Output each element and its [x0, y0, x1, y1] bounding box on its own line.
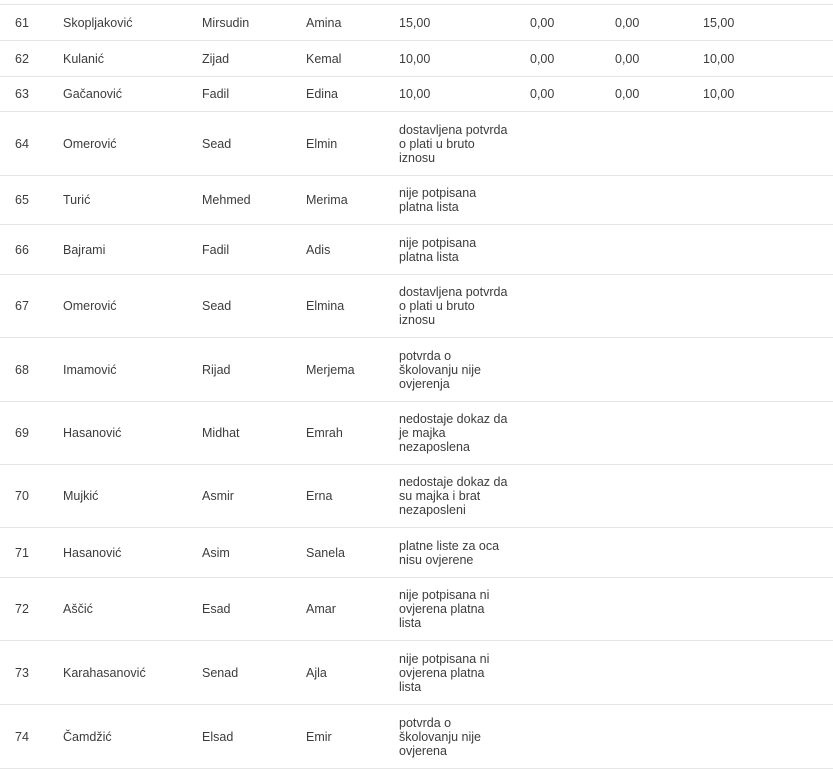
parent-name-cell: Elsad [202, 729, 234, 744]
first-name-cell: Elmin [306, 136, 338, 151]
table-row [0, 578, 833, 641]
parent-name-cell: Esad [202, 602, 231, 616]
surname-cell: Mujkić [63, 489, 99, 503]
parent-name-cell: Zijad [202, 51, 230, 66]
table-row [0, 641, 833, 705]
table-row [0, 528, 833, 578]
remark-cell: nedostaje dokaz da je majka nezaposlena [399, 412, 508, 454]
remark-cell: dostavljena potvrda o plati u bruto iznosu [399, 122, 508, 165]
row-number: 74 [15, 729, 29, 744]
first-name-cell: Amina [306, 15, 342, 30]
surname-cell: Bajrami [63, 242, 106, 257]
parent-name-cell: Mehmed [202, 193, 251, 207]
first-name-cell: Emir [306, 729, 332, 744]
first-name-cell: Adis [306, 242, 331, 257]
remark-cell: nedostaje dokaz da su majka i brat nezaposleni [399, 475, 508, 517]
table-row [0, 465, 833, 528]
first-name-cell: Kemal [306, 51, 342, 66]
parent-name-cell: Mirsudin [202, 15, 250, 30]
table-row [0, 176, 833, 225]
points-cell-2: 0,00 [530, 15, 555, 30]
table-row [0, 112, 833, 176]
row-number: 62 [15, 51, 29, 66]
table-row [0, 705, 833, 769]
parent-name-cell: Sead [202, 136, 232, 151]
first-name-cell: Erna [306, 489, 333, 503]
remark-cell: platne liste za oca nisu ovjerene [399, 538, 500, 567]
row-number: 61 [15, 15, 29, 30]
parent-name-cell: Sead [202, 299, 232, 313]
parent-name-cell: Senad [202, 665, 239, 680]
points-cell-1: 15,00 [399, 15, 431, 30]
first-name-cell: Amar [306, 602, 336, 616]
parent-name-cell: Fadil [202, 242, 230, 257]
table-row [0, 77, 833, 112]
parent-name-cell: Asim [202, 545, 230, 560]
points-cell-2: 0,00 [530, 87, 555, 101]
first-name-cell: Elmina [306, 299, 345, 313]
row-number: 65 [15, 193, 29, 207]
surname-cell: Hasanović [63, 545, 122, 560]
surname-cell: Čamdžić [63, 729, 112, 744]
points-cell-3: 0,00 [615, 87, 640, 101]
points-cell-2: 0,00 [530, 51, 555, 66]
points-total-cell: 10,00 [703, 51, 735, 66]
row-number: 71 [15, 545, 29, 560]
parent-name-cell: Fadil [202, 87, 230, 101]
first-name-cell: Emrah [306, 426, 343, 440]
remark-cell: nije potpisana platna lista [399, 235, 477, 264]
first-name-cell: Sanela [306, 545, 345, 560]
row-number: 64 [15, 136, 29, 151]
row-number: 72 [15, 602, 29, 616]
row-number: 63 [15, 87, 29, 101]
row-number: 73 [15, 665, 29, 680]
surname-cell: Skopljaković [63, 15, 133, 30]
remark-cell: nije potpisana platna lista [399, 186, 477, 214]
surname-cell: Karahasanović [63, 665, 146, 680]
row-number: 69 [15, 426, 29, 440]
table-row [0, 41, 833, 77]
row-number: 66 [15, 242, 29, 257]
parent-name-cell: Rijad [202, 362, 231, 377]
points-cell-1: 10,00 [399, 87, 431, 101]
first-name-cell: Ajla [306, 665, 327, 680]
points-total-cell: 15,00 [703, 15, 735, 30]
surname-cell: Kulanić [63, 51, 104, 66]
points-cell-3: 0,00 [615, 51, 640, 66]
surname-cell: Aščić [63, 602, 93, 616]
surname-cell: Omerović [63, 299, 117, 313]
table-row [0, 5, 833, 41]
remark-cell: dostavljena potvrda o plati u bruto iznosu [399, 285, 508, 327]
points-cell-1: 10,00 [399, 51, 431, 66]
parent-name-cell: Midhat [202, 426, 240, 440]
remark-cell: potvrda o školovanju nije ovjerena [399, 715, 481, 758]
table-row [0, 338, 833, 402]
table-row [0, 402, 833, 465]
table-row [0, 275, 833, 338]
surname-cell: Imamović [63, 362, 117, 377]
table-row [0, 225, 833, 275]
row-number: 67 [15, 299, 29, 313]
first-name-cell: Edina [306, 87, 338, 101]
points-total-cell: 10,00 [703, 87, 735, 101]
parent-name-cell: Asmir [202, 489, 234, 503]
row-number: 68 [15, 362, 29, 377]
remark-cell: nije potpisana ni ovjerena platna lista [399, 651, 490, 694]
points-cell-3: 0,00 [615, 15, 640, 30]
surname-cell: Gačanović [63, 87, 123, 101]
first-name-cell: Merjema [306, 362, 355, 377]
row-number: 70 [15, 489, 29, 503]
first-name-cell: Merima [306, 193, 348, 207]
surname-cell: Hasanović [63, 426, 122, 440]
surname-cell: Omerović [63, 136, 117, 151]
surname-cell: Turić [63, 193, 91, 207]
remark-cell: nije potpisana ni ovjerena platna lista [399, 588, 490, 630]
remark-cell: potvrda o školovanju nije ovjerenja [399, 348, 481, 391]
